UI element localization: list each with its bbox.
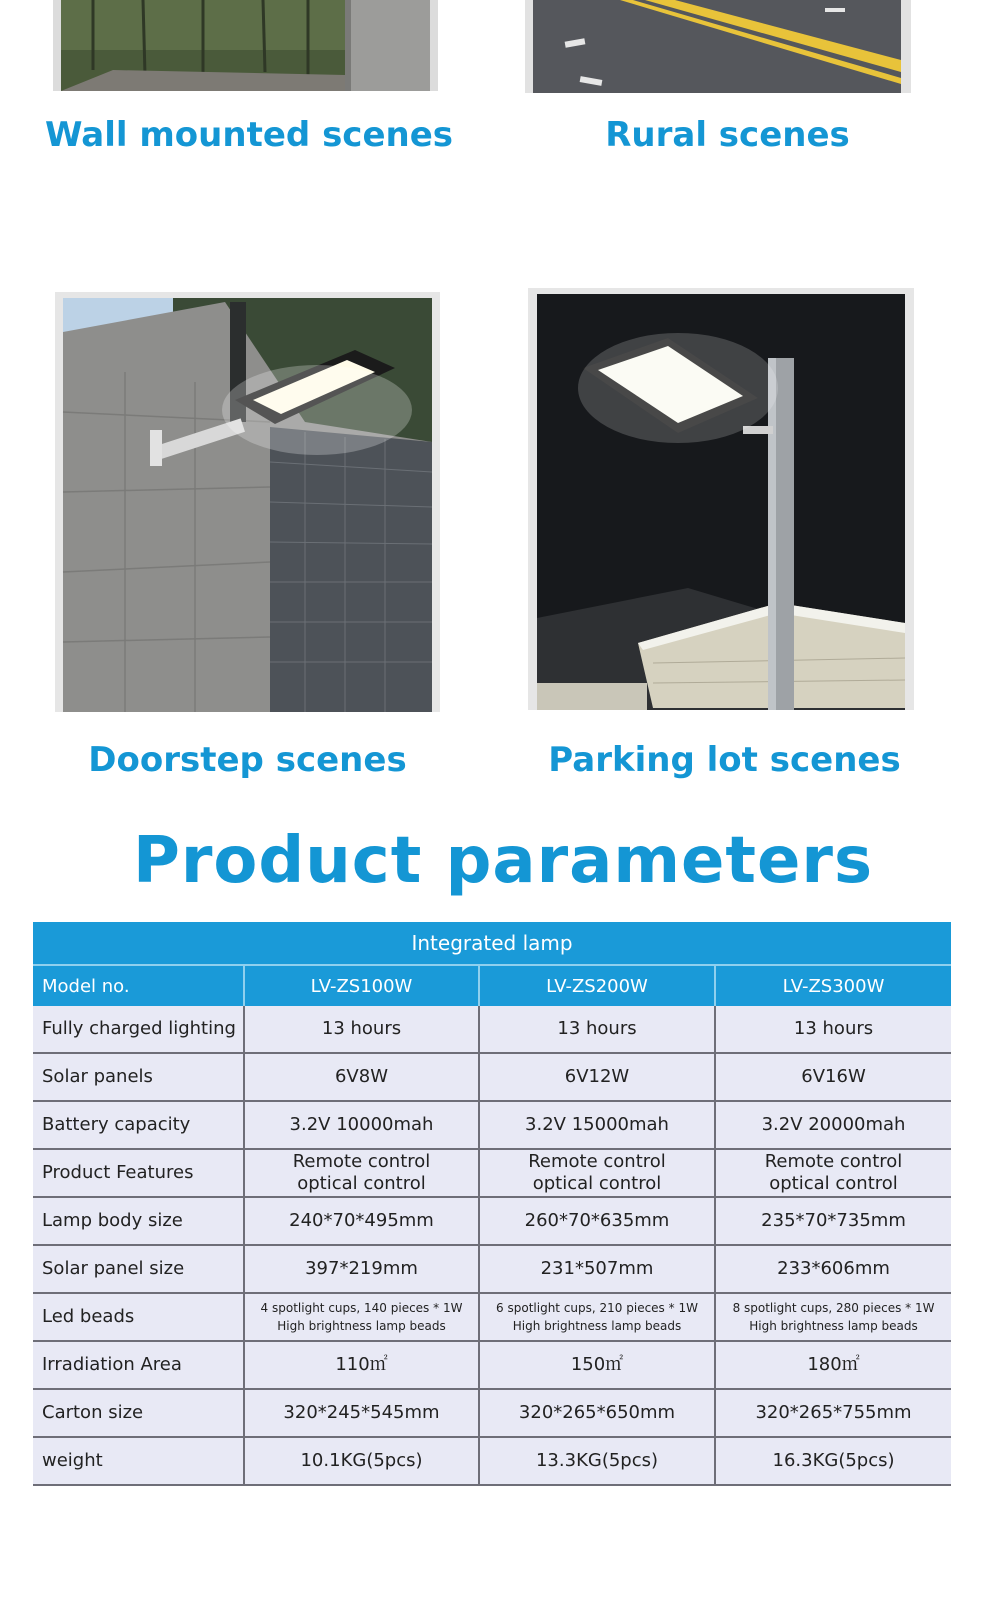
cell: 13 hours: [479, 1006, 715, 1053]
cell: 6V8W: [244, 1053, 479, 1101]
table-row: [33, 1197, 951, 1245]
cell: [244, 1293, 479, 1341]
cell-line: 4 spotlight cups, 140 pieces * 1W: [260, 1301, 463, 1315]
table-row: [33, 1293, 951, 1341]
row-label: Irradiation Area: [33, 1341, 244, 1389]
scene-title-rural: Rural scenes: [605, 115, 850, 155]
row-label: Solar panel size: [33, 1245, 244, 1293]
header-model-label: Model no.: [33, 965, 244, 1006]
cell-line: optical control: [297, 1173, 426, 1194]
cell: 320*265*650mm: [479, 1389, 715, 1437]
cell: 180㎡: [715, 1341, 951, 1389]
product-parameters-table: [33, 922, 951, 1486]
cell: 10.1KG(5pcs): [244, 1437, 479, 1485]
table-header-row: [33, 965, 951, 1006]
cell-line: 8 spotlight cups, 280 pieces * 1W: [732, 1301, 935, 1315]
cell: 240*70*495mm: [244, 1197, 479, 1245]
row-label: weight: [33, 1437, 244, 1485]
table-row: [33, 1245, 951, 1293]
cell: 16.3KG(5pcs): [715, 1437, 951, 1485]
cell-line: High brightness lamp beads: [277, 1319, 446, 1333]
cell: [715, 1149, 951, 1197]
scene-title-wall-mounted: Wall mounted scenes: [45, 115, 454, 155]
cell: 397*219mm: [244, 1245, 479, 1293]
row-label: Solar panels: [33, 1053, 244, 1101]
cell: 13 hours: [715, 1006, 951, 1053]
cell: 320*265*755mm: [715, 1389, 951, 1437]
row-label: Carton size: [33, 1389, 244, 1437]
table-title-row: [33, 922, 951, 965]
table-row: [33, 1149, 951, 1197]
section-title-product-parameters: Product parameters: [132, 824, 874, 898]
table-row: [33, 1389, 951, 1437]
scene-title-parking-lot: Parking lot scenes: [548, 740, 901, 780]
cell: [244, 1149, 479, 1197]
row-label: Battery capacity: [33, 1101, 244, 1149]
row-label: Fully charged lighting: [33, 1006, 244, 1053]
cell-line: High brightness lamp beads: [749, 1319, 918, 1333]
wall-road-photo: [53, 0, 438, 91]
cell: 3.2V 20000mah: [715, 1101, 951, 1149]
header-model-300w: LV-ZS300W: [715, 965, 951, 1006]
parking-lot-lamp-photo: [528, 288, 914, 710]
cell: [715, 1293, 951, 1341]
cell-line: Remote control: [764, 1151, 903, 1172]
cell: 150㎡: [479, 1341, 715, 1389]
cell: 13.3KG(5pcs): [479, 1437, 715, 1485]
cell: [479, 1293, 715, 1341]
row-label: Led beads: [33, 1293, 244, 1341]
cell-line: High brightness lamp beads: [512, 1319, 682, 1333]
table-title: Integrated lamp: [33, 922, 951, 965]
cell: 260*70*635mm: [479, 1197, 715, 1245]
doorstep-lamp-photo: [55, 292, 440, 712]
cell: 235*70*735mm: [715, 1197, 951, 1245]
cell-line: optical control: [532, 1173, 662, 1194]
cell: 233*606mm: [715, 1245, 951, 1293]
cell-line: Remote control: [292, 1151, 431, 1172]
row-label: Product Features: [33, 1149, 244, 1197]
cell: 110㎡: [244, 1341, 479, 1389]
cell: 3.2V 15000mah: [479, 1101, 715, 1149]
cell: [479, 1149, 715, 1197]
header-model-100w: LV-ZS100W: [244, 965, 479, 1006]
row-label: Lamp body size: [33, 1197, 244, 1245]
cell: 3.2V 10000mah: [244, 1101, 479, 1149]
rural-road-photo: [525, 0, 911, 93]
table-row: [33, 1341, 951, 1389]
table-row: [33, 1101, 951, 1149]
cell: 320*245*545mm: [244, 1389, 479, 1437]
table-row: [33, 1006, 951, 1053]
table-row: [33, 1437, 951, 1485]
cell-line: optical control: [769, 1173, 898, 1194]
scene-title-doorstep: Doorstep scenes: [88, 740, 407, 780]
cell-line: Remote control: [528, 1151, 666, 1172]
cell: 6V12W: [479, 1053, 715, 1101]
cell: 6V16W: [715, 1053, 951, 1101]
header-model-200w: LV-ZS200W: [479, 965, 715, 1006]
cell-line: 6 spotlight cups, 210 pieces * 1W: [496, 1301, 698, 1315]
table-row: [33, 1053, 951, 1101]
cell: 231*507mm: [479, 1245, 715, 1293]
cell: 13 hours: [244, 1006, 479, 1053]
